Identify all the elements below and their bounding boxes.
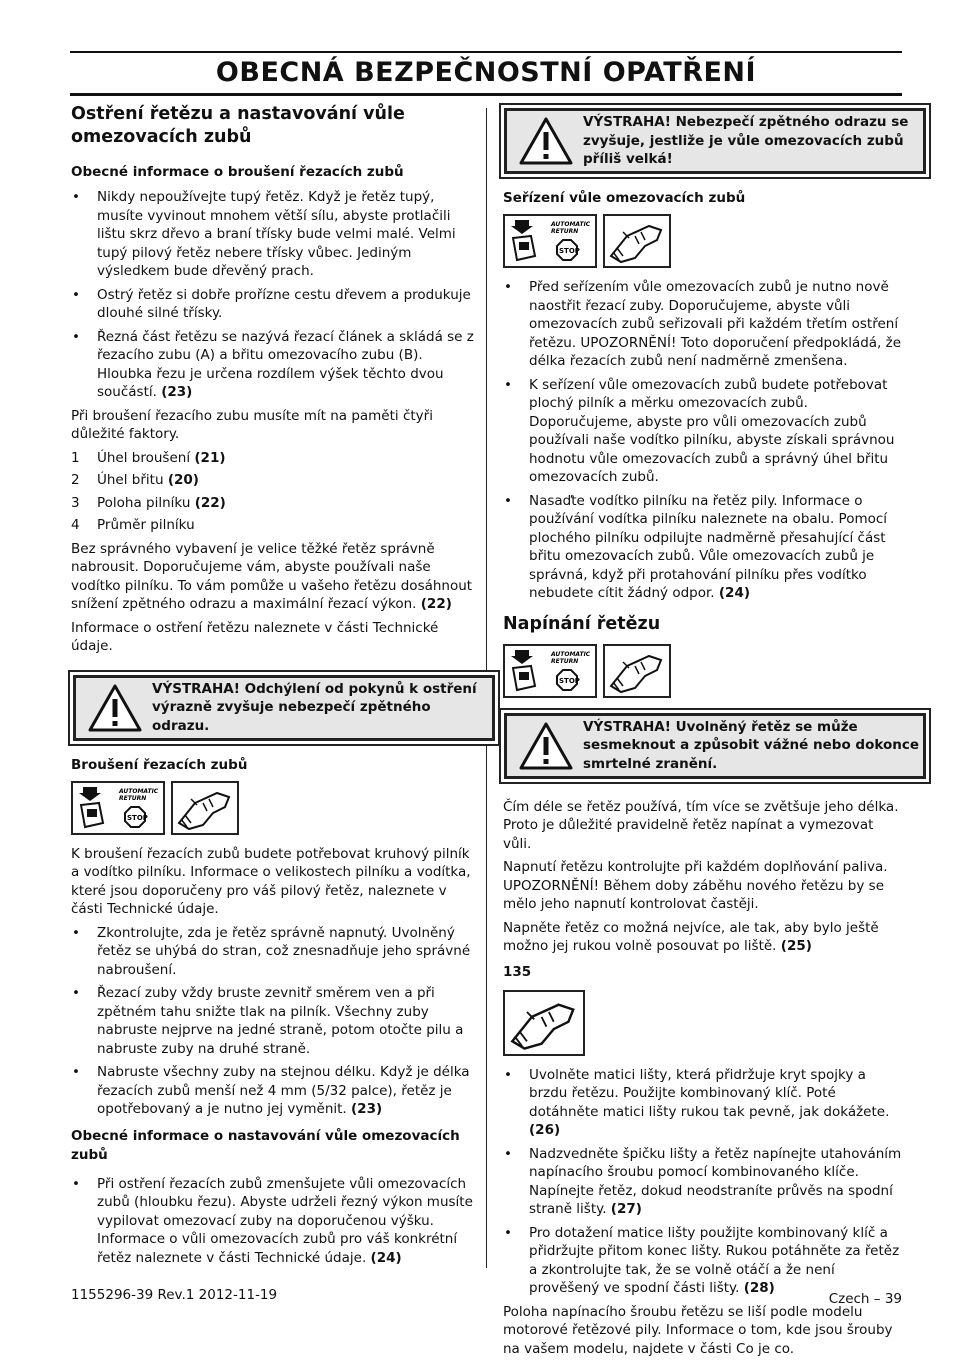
list-item: • Nasaďte vodítko pilníku na řetěz pily. Informace o používání vodítka pilníku naleznete na obalu. Pomocí plochého pilníku odpilujte nadměrně přesahující část břitu omezovacích zubů. Vůle omezovacích zubů je správná, když při protahování pilníku přes vodítko nebudete cítit žádný odpor. (24) [503, 492, 902, 603]
paragraph: Informace o ostření řetězu naleznete v části Technické údaje. [71, 619, 439, 654]
chainsaw-brake-icon [503, 214, 597, 268]
footer-doc-number: 1155296-39 Rev.1 2012-11-19 [71, 1287, 278, 1303]
list-item: • Nabruste všechny zuby na stejnou délku. Když je délka řezacích zubů menší než 4 mm (5/32 palce), řetěz je opotřebovaný a je nutno jej vyměnit. (23) [71, 1063, 475, 1119]
svg-text:STOP: STOP [559, 247, 580, 255]
protective-glove-icon [503, 990, 585, 1056]
section-title-tensioning: Napínání řetězu [503, 613, 661, 634]
icon-row [503, 214, 902, 268]
icon-row [503, 990, 902, 1056]
header-rule-bottom [70, 93, 902, 96]
chainsaw-brake-icon [71, 781, 165, 835]
warning-box [499, 103, 931, 179]
list-item: • Ostrý řetěz si dobře prořízne cestu dřevem a produkuje dlouhé silné třísky. [71, 286, 475, 323]
paragraph: Napněte řetěz co možná nejvíce, ale tak, aby bylo ještě možno jej rukou volně posouvat po liště. (25) [503, 919, 879, 954]
paragraph: Bez správného vybavení je velice těžké řetěz správně nabrousit. Doporučujeme vám, abyste používali naše vodítko pilníku. To vám pomůže u vašeho řetězu dosáhnout snížení zpětného odrazu a maximální řezací výkon. (22) [71, 540, 473, 612]
warning-box [68, 670, 500, 746]
page-title: OBECNÁ BEZPEČNOSTNÍ OPATŘENÍ [215, 57, 757, 88]
list-item: 2 Úhel břitu (20) [71, 472, 199, 488]
paragraph: Při broušení řezacího zubu musíte mít na paměti čtyři důležité faktory. [71, 407, 433, 442]
paragraph: Napnutí řetězu kontrolujte při každém doplňování paliva. UPOZORNĚNÍ! Během doby záběhu nového řetězu by se mělo jeho napnutí kontrolovat častěji. [503, 859, 888, 912]
section-title-sharpening: Ostření řetězu a nastavování vůle omezovacích zubů [71, 104, 405, 147]
svg-text:AUTOMATIC: AUTOMATIC [551, 221, 591, 228]
list-item: • K seřízení vůle omezovacích zubů budete potřebovat plochý pilník a měrku omezovacích zubů. Doporučujeme, abyste pro vůli omezovacích zubů používali naše vodítko pilníku, abyste získali správnou hodnotu vůle omezovacích zubů a správný úhel břitu omezovacích zubů. [503, 376, 902, 487]
list-item: • Pro dotažení matice lišty použijte kombinovaný klíč a přidržujte přitom konec lišty. Rukou potáhněte za řetěz a zkontrolujte tak, že se volně otáčí a že není prověšený ve spodní části lišty. (28) [503, 1224, 902, 1298]
icon-row [71, 781, 475, 835]
svg-text:STOP: STOP [127, 813, 148, 822]
svg-text:RETURN: RETURN [551, 657, 579, 665]
paragraph: K broušení řezacích zubů budete potřebovat kruhový pilník a vodítko pilníku. Informace o velikostech pilníku a vodítka, které jsou doporučeny pro váš pilový řetěz, naleznete v části Technické údaje. [71, 845, 471, 917]
list-item: • Zkontrolujte, zda je řetěz správně napnutý. Uvolněný řetěz se uhýbá do stran, což znesnadňuje jeho správné nabroušení. [71, 924, 475, 980]
svg-text:RETURN: RETURN [551, 228, 579, 235]
list-item: • Uvolněte matici lišty, která přidržuje kryt spojky a brzdu řetězu. Použijte kombinovaný klíč. Poté dotáhněte matici lišty rukou tak pevně, jak dokážete. (26) [503, 1066, 902, 1140]
warning-triangle-icon [78, 680, 152, 736]
protective-glove-icon [603, 214, 671, 268]
svg-text:STOP: STOP [559, 676, 580, 685]
warning-triangle-icon [509, 113, 583, 169]
list-item: 1 Úhel broušení (21) [71, 449, 226, 466]
svg-text:AUTOMATIC: AUTOMATIC [119, 787, 159, 795]
list-item: 3 Poloha pilníku (22) [71, 494, 226, 511]
footer-page-number: Czech – 39 [828, 1291, 902, 1307]
bullet-list [503, 278, 902, 603]
warning-triangle-icon [509, 718, 583, 774]
chainsaw-brake-icon [503, 644, 597, 698]
paragraph: Čím déle se řetěz používá, tím více se zvětšuje jeho délka. Proto je důležité pravidelně řetěz napínat a vymezovat vůli. [503, 798, 899, 852]
left-column [71, 103, 475, 1272]
protective-glove-icon [171, 781, 239, 835]
subheading-general-sharpening: Obecné informace o broušení řezacích zubů [71, 164, 404, 180]
bullet-list [71, 188, 475, 402]
protective-glove-icon [603, 644, 671, 698]
factor-list [71, 449, 475, 535]
svg-text:AUTOMATIC: AUTOMATIC [551, 650, 591, 658]
bullet-list [71, 1175, 475, 1268]
warning-text: VÝSTRAHA! Uvolněný řetěz se může sesmeknout a způsobit vážné nebo dokonce smrtelné zranění. [583, 718, 920, 772]
list-item: • Nikdy nepoužívejte tupý řetěz. Když je řetěz tupý, musíte vyvinout mnohem větší sílu, abyste protlačili lištu skrz dřevo a braní třísky bude velmi malé. Velmi tupý pilový řetěz nebere třísky vůbec. Jediným výsledkem bude dřevěný prach. [71, 188, 475, 281]
list-item: • Nadzvedněte špičku lišty a řetěz napínejte utahováním napínacího šroubu pomocí kombinovaného klíče. Napínejte řetěz, dokud neodstraníte průvěs na spodní straně lišty. (27) [503, 1145, 902, 1219]
list-item: • Řezací zuby vždy bruste zevnitř směrem ven a při zpětném tahu snižte tlak na pilník. Všechny zuby nabruste nejprve na jedné straně, potom otočte pilu a nabruste zuby na druhé straně. [71, 984, 475, 1058]
bullet-list [503, 1066, 902, 1298]
bullet-list [71, 924, 475, 1119]
warning-box [499, 708, 931, 784]
list-item: • Řezná část řetězu se nazývá řezací článek a skládá se z řezacího zubu (A) a břitu omezovacího zubu (B). Hloubka řezu je určena rozdílem výšek těchto dvou součástí. (23) [71, 328, 475, 402]
subheading-depth-gauge: Obecné informace o nastavování vůle omezovacích zubů [71, 1127, 460, 1163]
warning-text: VÝSTRAHA! Odchýlení od pokynů k ostření výrazně zvyšuje nebezpečí zpětného odrazu. [152, 680, 477, 734]
warning-text: VÝSTRAHA! Nebezpečí zpětného odrazu se zvyšuje, jestliže je vůle omezovacích zubů příliš velká! [583, 114, 909, 168]
list-item: • Před seřízením vůle omezovacích zubů je nutno nově naostřit řezací zuby. Doporučujeme, abyste vůli omezovacích zubů seřizovali při každém třetím ostření řetězu. UPOZORNĚNÍ! Toto doporučení předpokládá, že délka řezacích zubů není nadměrně zmenšena. [503, 278, 902, 371]
subheading-adjust-depth: Seřízení vůle omezovacích zubů [503, 190, 746, 206]
subheading-sharpening-teeth: Broušení řezacích zubů [71, 756, 248, 773]
figure-label: 135 [503, 963, 532, 980]
svg-text:RETURN: RETURN [119, 794, 147, 802]
header-rule-top [70, 51, 902, 53]
right-column [503, 103, 920, 1363]
list-item: • Při ostření řezacích zubů zmenšujete vůli omezovacích zubů (hloubku řezu). Abyste udrželi řezný výkon musíte vypilovat omezovací zuby na doporučenou výšku. Informace o vůli omezovacích zubů pro váš konkrétní řetěz naleznete v části Technické údaje. (24) [71, 1175, 475, 1268]
icon-row [503, 644, 902, 698]
paragraph: Poloha napínacího šroubu řetězu se liší podle modelu motorové řetězové pily. Informace o tom, kde jsou šrouby na vašem modelu, najdete v části Co je co. [503, 1303, 893, 1357]
list-item: 4 Průměr pilníku [71, 517, 195, 533]
